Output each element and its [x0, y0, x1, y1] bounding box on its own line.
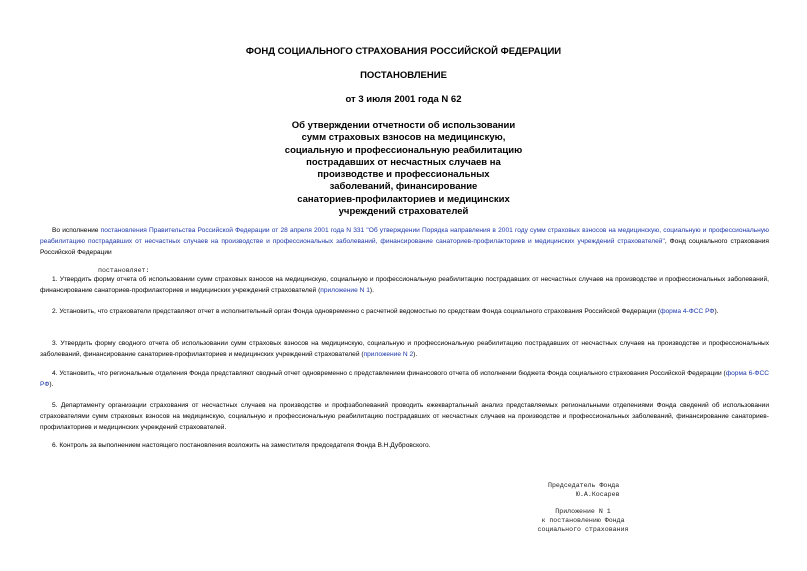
item-paragraph-3 — [40, 338, 769, 360]
organization-header: ФОНД СОЦИАЛЬНОГО СТРАХОВАНИЯ РОССИЙСКОЙ ФЕДЕРАЦИИ — [245, 46, 562, 57]
title-line: сумм страховых взносов на медицинскую, — [301, 132, 506, 144]
government-decree-link[interactable]: постановления Правительства Российской Федерации от 28 апреля 2001 года N 331 "Об утверждении Порядка направления в 2001 году сумм страховых взносов на медицинскую, социальную и профессиональную реабилитацию пострадавших от несчастных случаев на производстве и профессиональных заболеваний, финансирование санаториев-профилакториев и медицинских учреждений страхователей" — [40, 227, 769, 245]
item-paragraph-4 — [40, 368, 769, 390]
title-line: пострадавших от несчастных случаев на — [306, 156, 501, 168]
signature-name: Ю.А.Косарев — [576, 491, 620, 498]
item-text: 1. Утвердить форму отчета об использовании сумм страховых взносов на медицинскую, социальную и профессиональную реабилитацию пострадавших от несчастных случаев на производстве и профессиональных заболеваний, финансирование санаториев-профилакториев и медицинских учреждений страхователей ( — [40, 276, 769, 294]
item-paragraph-5 — [40, 400, 769, 433]
item-text: 4. Установить, что региональные отделения Фонда представляют сводный отчет одновременно с представлением финансового отчета об исполнении бюджета Фонда социального страхования Российской Федерации ( — [52, 370, 726, 377]
document-date-number: от 3 июля 2001 года N 62 — [345, 94, 462, 105]
item-tail: ). — [714, 308, 719, 315]
item-tail: ). — [49, 381, 54, 388]
title-line: производстве и профессиональных — [317, 169, 490, 181]
appendix-1-link[interactable]: приложение N 1 — [320, 287, 370, 294]
appendix-2-link[interactable]: приложение N 2 — [363, 351, 414, 358]
item-paragraph-1 — [40, 274, 769, 296]
appendix-line-2: к постановлению Фонда — [541, 517, 625, 524]
preamble-paragraph — [40, 225, 769, 258]
resolves-word: постановляет: — [98, 267, 150, 274]
item-text: 6. Контроль за выполнением настоящего постановления возложить на заместителя председателя Фонда В.Н.Дубровского. — [52, 442, 431, 449]
form-6-fss-link[interactable]: форма 6-ФСС РФ — [40, 370, 769, 388]
preamble-text: Во исполнение — [52, 227, 101, 234]
item-text: 3. Утвердить форму сводного отчета об использовании сумм страховых взносов на медицинскую, социальную и профессиональную реабилитацию пострадавших от несчастных случаев на производстве и профессиональных заболеваний, финансирование санаториев-профилакториев и медицинских учреждений страхователей ( — [40, 340, 769, 358]
document-title — [0, 120, 807, 218]
title-line: санаториев-профилакториев и медицинских — [297, 193, 510, 205]
title-line: Об утверждении отчетности об использовании — [291, 120, 516, 131]
title-line: социальную и профессиональную реабилитацию — [284, 144, 523, 156]
appendix-line-1: Приложение N 1 — [555, 508, 611, 515]
title-line: учреждений страхователей — [338, 206, 469, 218]
appendix-line-3: социального страхования — [537, 526, 629, 533]
signature-position: Председатель Фонда — [548, 482, 620, 489]
document-type: ПОСТАНОВЛЕНИЕ — [360, 70, 447, 81]
item-paragraph-2 — [40, 306, 769, 317]
item-tail: ). — [369, 287, 374, 294]
preamble-text-end: , Фонд социального страхования Российской Федерации — [40, 238, 769, 256]
title-line: заболеваний, финансирование — [329, 181, 478, 193]
item-text: 5. Департаменту организации страхования от несчастных случаев на производстве и профзаболеваний проводить ежеквартальный анализ представляемых региональными отделениями Фонда сведений об использовании страхователями сумм страховых взносов на медицинскую, социальную и профессиональную реабилитацию пострадавших от несчастных случаев на производстве и профессиональных заболеваний, финансирование санаториев-профилакториев и медицинских учреждений страхователей. — [40, 402, 769, 431]
item-tail: ). — [413, 351, 418, 358]
item-text: 2. Установить, что страхователи представляют отчет в исполнительный орган Фонда одновременно с расчетной ведомостью по средствам Фонда социального страхования Российской Федерации ( — [52, 308, 661, 315]
form-4-fss-link[interactable]: форма 4-ФСС РФ — [660, 308, 715, 315]
item-paragraph-6 — [40, 440, 769, 451]
